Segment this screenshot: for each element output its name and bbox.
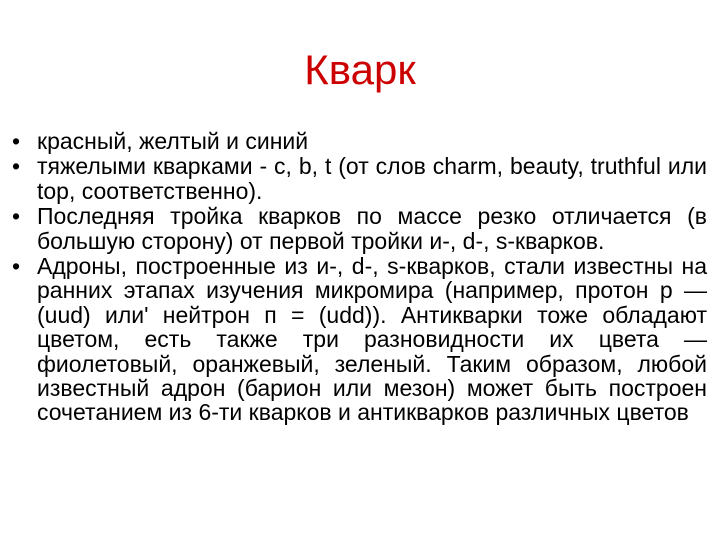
bullet-item-1 — [12, 129, 707, 153]
bullet-dot-icon: • — [12, 153, 21, 180]
bullet-text-3: Последняя тройка кварков по массе резко отличается (в большую сторону) от первой тройки и-, d-, s-кварков. — [37, 203, 707, 254]
bullet-item-2 — [12, 154, 707, 203]
bullet-text-2: тяжелыми кварками - c, b, t (от слов charm, beauty, truthful или top, соответственно). — [37, 153, 707, 204]
bullet-item-3 — [12, 204, 707, 253]
bullet-text-1: красный, желтый и синий — [37, 128, 309, 154]
slide-title: Кварк — [304, 46, 416, 93]
bullet-dot-icon: • — [12, 203, 21, 230]
bullet-text-4: Адроны, построенные из и-, d-, s-кварков, стали известны на ранних этапах изучения микромира (например, протон р — (uud) или' нейтрон п = (udd)). Антикварки тоже обладают цветом, есть также три разновидности их цвета — фиолетовый, оранжевый, зеленый. Таким образом, любой известный адрон (барион или мезон) может быть построен сочетанием из 6-ти кварков и антикварков различных цветов — [37, 253, 707, 426]
bullet-item-4 — [12, 254, 707, 425]
bullet-list — [12, 129, 707, 426]
bullet-dot-icon: • — [12, 253, 21, 280]
bullet-dot-icon: • — [12, 128, 21, 154]
